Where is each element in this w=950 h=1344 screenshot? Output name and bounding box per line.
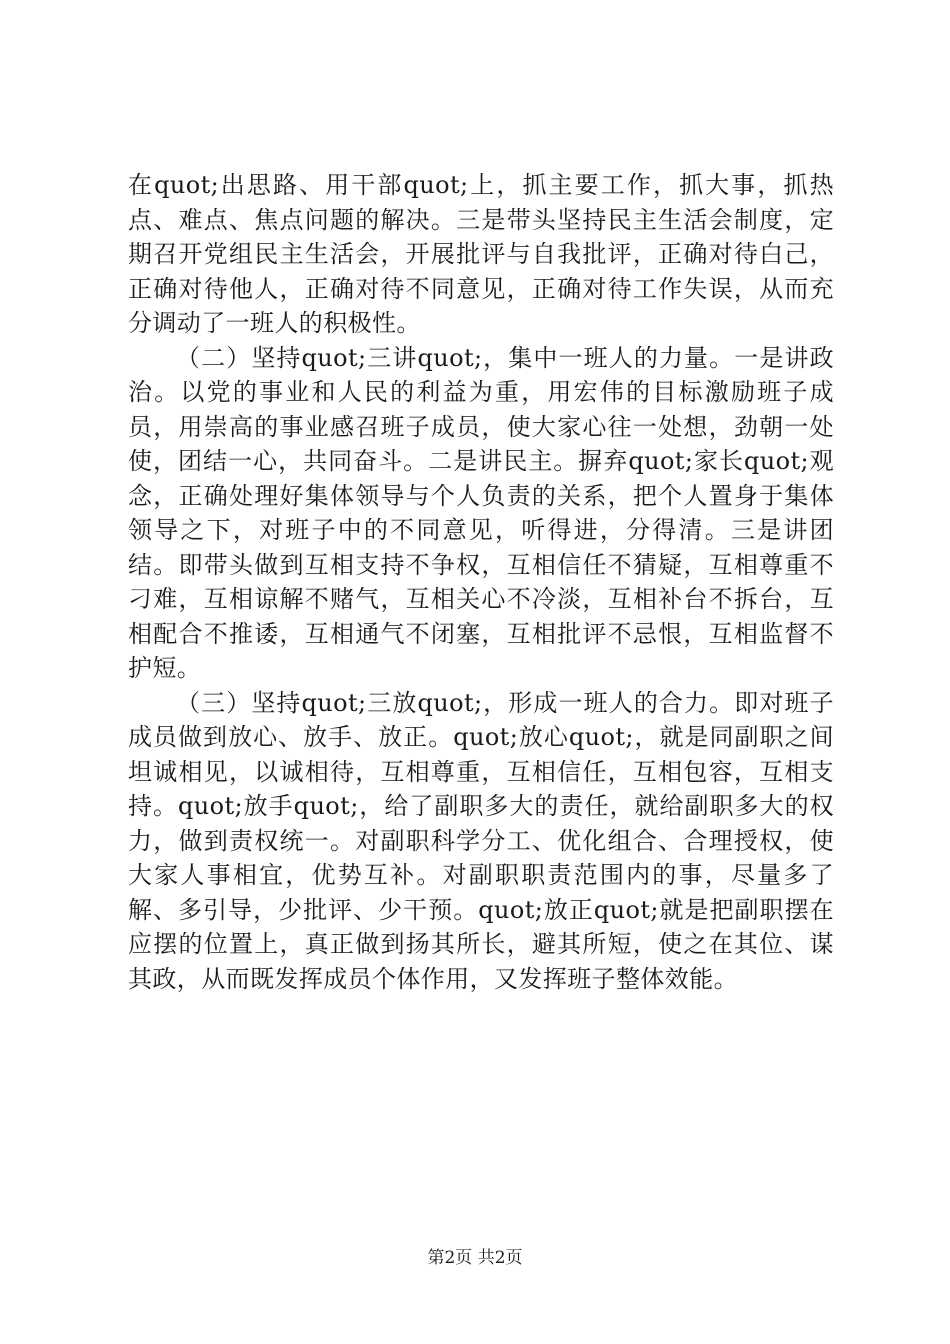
paragraph-2: （二）坚持quot;三讲quot;，集中一班人的力量。一是讲政治。以党的事业和人民的利益为重，用宏伟的目标激励班子成员，用崇高的事业感召班子成员，使大家心往一处想，劲朝一处使，团结一心，共同奋斗。二是讲民主。摒弃quot;家长quot;观念，正确处理好集体领导与个人负责的关系，把个人置身于集体领导之下，对班子中的不同意见，听得进，分得清。三是讲团结。即带头做到互相支持不争权，互相信任不猜疑，互相尊重不刁难，互相谅解不赌气，互相关心不冷淡，互相补台不拆台，互相配合不推诿，互相通气不闭塞，互相批评不忌恨，互相监督不护短。 — [128, 343, 834, 682]
paragraph-1: 在quot;出思路、用干部quot;上，抓主要工作，抓大事，抓热点、难点、焦点问题的解决。三是带头坚持民主生活会制度，定期召开党组民主生活会，开展批评与自我批评，正确对待白己，正确对待他人，正确对待不同意见，正确对待工作失误，从而充分调动了一班人的积极性。 — [128, 171, 834, 337]
document-body — [128, 168, 834, 996]
page-number-footer: 第2页 共2页 — [427, 1248, 523, 1268]
paragraph-3: （三）坚持quot;三放quot;，形成一班人的合力。即对班子成员做到放心、放手、放正。quot;放心quot;，就是同副职之间坦诚相见，以诚相待，互相尊重，互相信任，互相包容，互相支持。quot;放手quot;，给了副职多大的责任，就给副职多大的权力，做到责权统一。对副职科学分工、优化组合、合理授权，使大家人事相宜，优势互补。对副职职责范围内的事，尽量多了解、多引导，少批评、少干预。quot;放正quot;就是把副职摆在应摆的位置上，真正做到扬其所长，避其所短，使之在其位、谋其政，从而既发挥成员个体作用，又发挥班子整体效能。 — [128, 688, 834, 993]
